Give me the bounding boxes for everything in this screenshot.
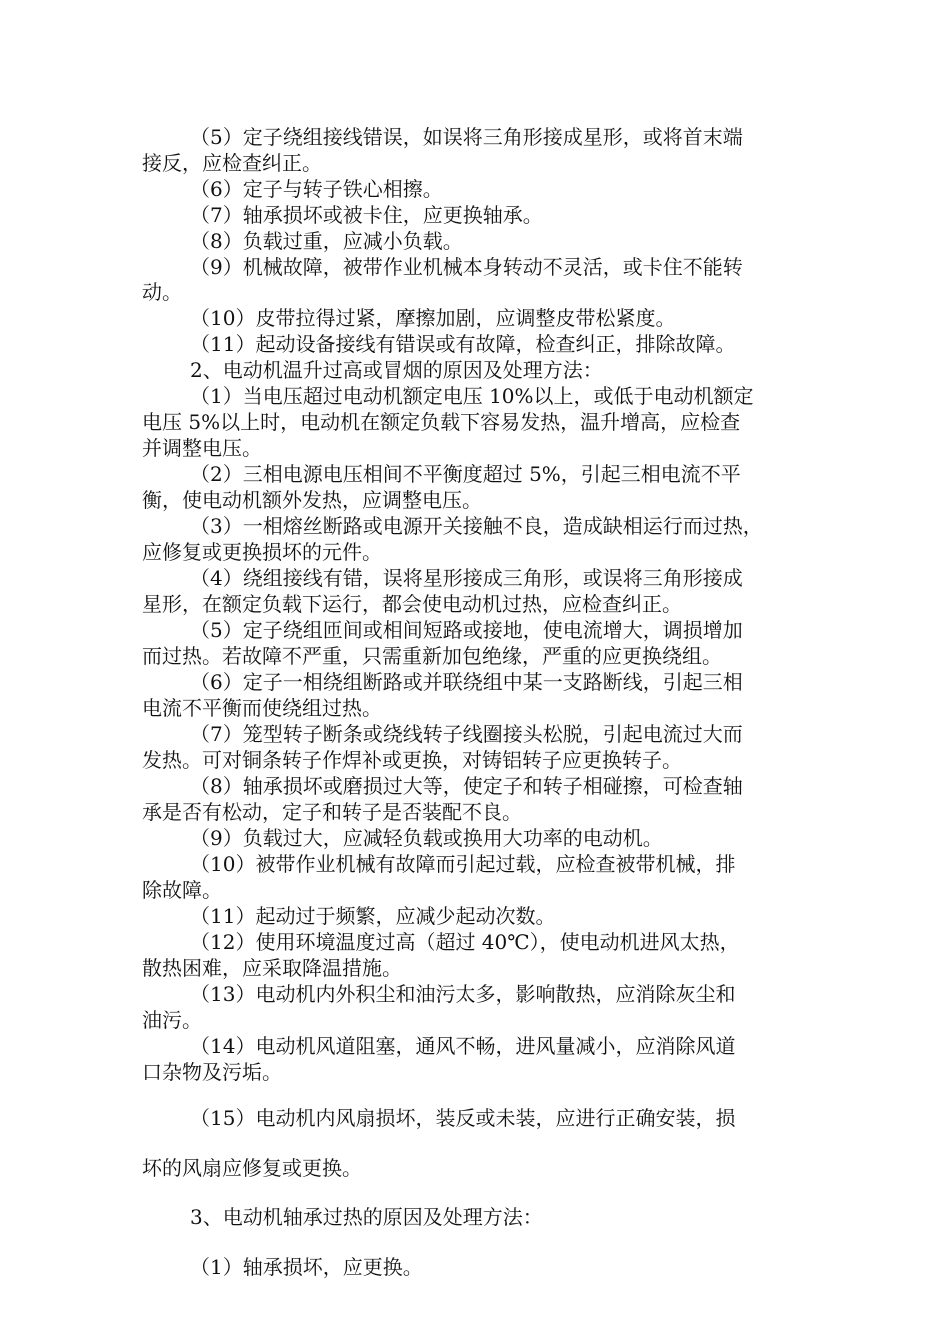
text-line: （1）当电压超过电动机额定电压 10%以上，或低于电动机额定 xyxy=(190,384,754,408)
text-line: （1）轴承损坏，应更换。 xyxy=(190,1255,423,1279)
text-line: （11）起动过于频繁，应减少起动次数。 xyxy=(190,904,556,928)
text-line: 而过热。若故障不严重，只需重新加包绝缘，严重的应更换绕组。 xyxy=(142,644,722,668)
section-heading: 3、电动机轴承过热的原因及处理方法： xyxy=(190,1205,543,1229)
text-line: （5）定子绕组匝间或相间短路或接地，使电流增大，调损增加 xyxy=(190,618,743,642)
text-line: 并调整电压。 xyxy=(142,436,262,460)
text-line: （6）定子与转子铁心相擦。 xyxy=(190,177,443,201)
text-line: 发热。可对铜条转子作焊补或更换，对铸铝转子应更换转子。 xyxy=(142,748,682,772)
text-line: （9）机械故障，被带作业机械本身转动不灵活，或卡住不能转 xyxy=(190,255,743,279)
text-line: 坏的风扇应修复或更换。 xyxy=(142,1156,362,1180)
section-heading: 2、电动机温升过高或冒烟的原因及处理方法： xyxy=(190,358,603,382)
text-line: （8）负载过重，应减小负载。 xyxy=(190,229,463,253)
text-line: 动。 xyxy=(142,280,182,304)
text-line: 应修复或更换损坏的元件。 xyxy=(142,540,382,564)
text-line: （10）皮带拉得过紧，摩擦加剧，应调整皮带松紧度。 xyxy=(190,306,676,330)
text-line: （15）电动机内风扇损坏，装反或未装，应进行正确安装，损 xyxy=(190,1106,736,1130)
text-line: 衡，使电动机额外发热，应调整电压。 xyxy=(142,488,482,512)
text-line: 电压 5%以上时，电动机在额定负载下容易发热，温升增高，应检查 xyxy=(142,410,741,434)
text-line: （7）轴承损坏或被卡住，应更换轴承。 xyxy=(190,203,543,227)
text-line: （6）定子一相绕组断路或并联绕组中某一支路断线，引起三相 xyxy=(190,670,743,694)
text-line: （3）一相熔丝断路或电源开关接触不良，造成缺相运行而过热， xyxy=(190,514,763,538)
text-line: （5）定子绕组接线错误，如误将三角形接成星形，或将首末端 xyxy=(190,125,743,149)
text-line: （2）三相电源电压相间不平衡度超过 5%，引起三相电流不平 xyxy=(190,462,741,486)
text-line: 接反，应检查纠正。 xyxy=(142,151,322,175)
text-line: （10）被带作业机械有故障而引起过载，应检查被带机械，排 xyxy=(190,852,736,876)
text-line: （7）笼型转子断条或绕线转子线圈接头松脱，引起电流过大而 xyxy=(190,722,743,746)
text-line: （4）绕组接线有错，误将星形接成三角形，或误将三角形接成 xyxy=(190,566,743,590)
text-line: 口杂物及污垢。 xyxy=(142,1060,282,1084)
text-line: （12）使用环境温度过高（超过 40℃），使电动机进风太热， xyxy=(190,930,740,954)
text-line: （13）电动机内外积尘和油污太多，影响散热，应消除灰尘和 xyxy=(190,982,736,1006)
text-line: 散热困难，应采取降温措施。 xyxy=(142,956,402,980)
text-line: 承是否有松动，定子和转子是否装配不良。 xyxy=(142,800,522,824)
text-line: （8）轴承损坏或磨损过大等，使定子和转子相碰擦，可检查轴 xyxy=(190,774,743,798)
text-line: 油污。 xyxy=(142,1008,202,1032)
text-line: （9）负载过大，应减轻负载或换用大功率的电动机。 xyxy=(190,826,663,850)
text-line: 星形，在额定负载下运行，都会使电动机过热，应检查纠正。 xyxy=(142,592,682,616)
text-line: 电流不平衡而使绕组过热。 xyxy=(142,696,382,720)
text-line: 除故障。 xyxy=(142,878,222,902)
text-line: （11）起动设备接线有错误或有故障，检查纠正，排除故障。 xyxy=(190,332,736,356)
text-line: （14）电动机风道阻塞，通风不畅，进风量减小，应消除风道 xyxy=(190,1034,736,1058)
